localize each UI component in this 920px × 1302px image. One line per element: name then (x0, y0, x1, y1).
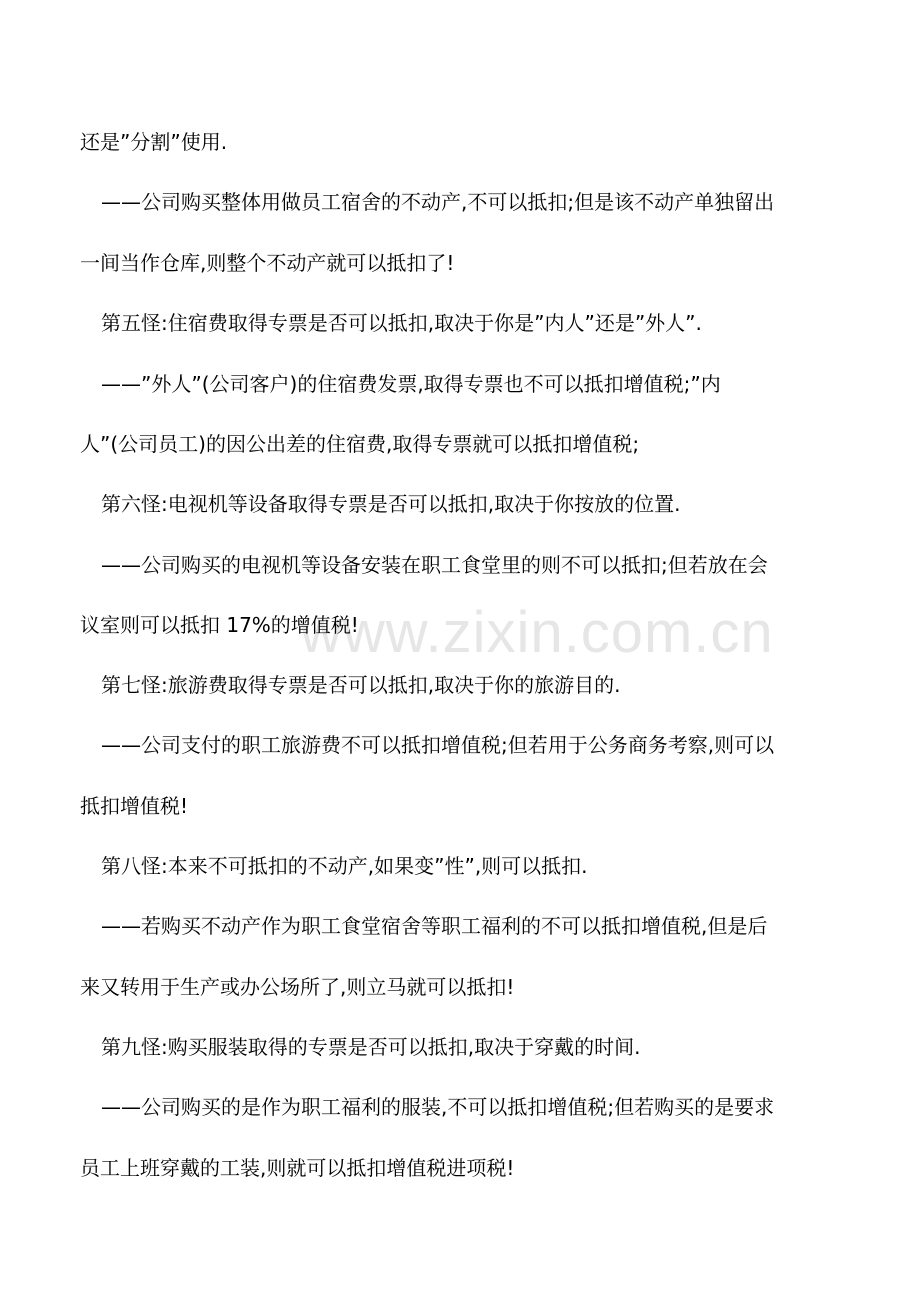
text-line: 抵扣增值税! (80, 794, 189, 818)
section-heading-6: 第六怪:电视机等设备取得专票是否可以抵扣,取决于你按放的位置. (101, 492, 681, 516)
section-heading-9: 第九怪:购买服装取得的专票是否可以抵扣,取决于穿戴的时间. (101, 1035, 641, 1059)
text-line: 一间当作仓库,则整个不动产就可以抵扣了! (80, 251, 455, 275)
text-line: 还是”分割”使用. (80, 130, 228, 154)
text-line: ——若购买不动产作为职工食堂宿舍等职工福利的不可以抵扣增值税,但是后 (101, 914, 768, 938)
text-line: ——公司购买的电视机等设备安装在职工食堂里的则不可以抵扣;但若放在会 (101, 553, 768, 577)
text-line: ——公司购买的是作为职工福利的服装,不可以抵扣增值税;但若购买的是要求 (101, 1095, 775, 1119)
text-line: 议室则可以抵扣 17%的增值税! (80, 613, 359, 637)
section-heading-7: 第七怪:旅游费取得专票是否可以抵扣,取决于你的旅游目的. (101, 673, 621, 697)
section-heading-8: 第八怪:本来不可抵扣的不动产,如果变”性”,则可以抵扣. (101, 854, 588, 878)
section-heading-5: 第五怪:住宿费取得专票是否可以抵扣,取决于你是”内人”还是”外人”. (101, 311, 702, 335)
text-line: 来又转用于生产或办公场所了,则立马就可以抵扣! (80, 975, 515, 999)
text-line: 员工上班穿戴的工装,则就可以抵扣增值税进项税! (80, 1156, 515, 1180)
watermark: www.zixin.com.cn (300, 600, 774, 665)
text-line: 人”(公司员工)的因公出差的住宿费,取得专票就可以抵扣增值税; (80, 432, 640, 456)
text-line: ——公司购买整体用做员工宿舍的不动产,不可以抵扣;但是该不动产单独留出 (101, 190, 775, 214)
text-line: ——公司支付的职工旅游费不可以抵扣增值税;但若用于公务商务考察,则可以 (101, 733, 775, 757)
text-line: ——”外人”(公司客户)的住宿费发票,取得专票也不可以抵扣增值税;”内 (101, 372, 721, 396)
